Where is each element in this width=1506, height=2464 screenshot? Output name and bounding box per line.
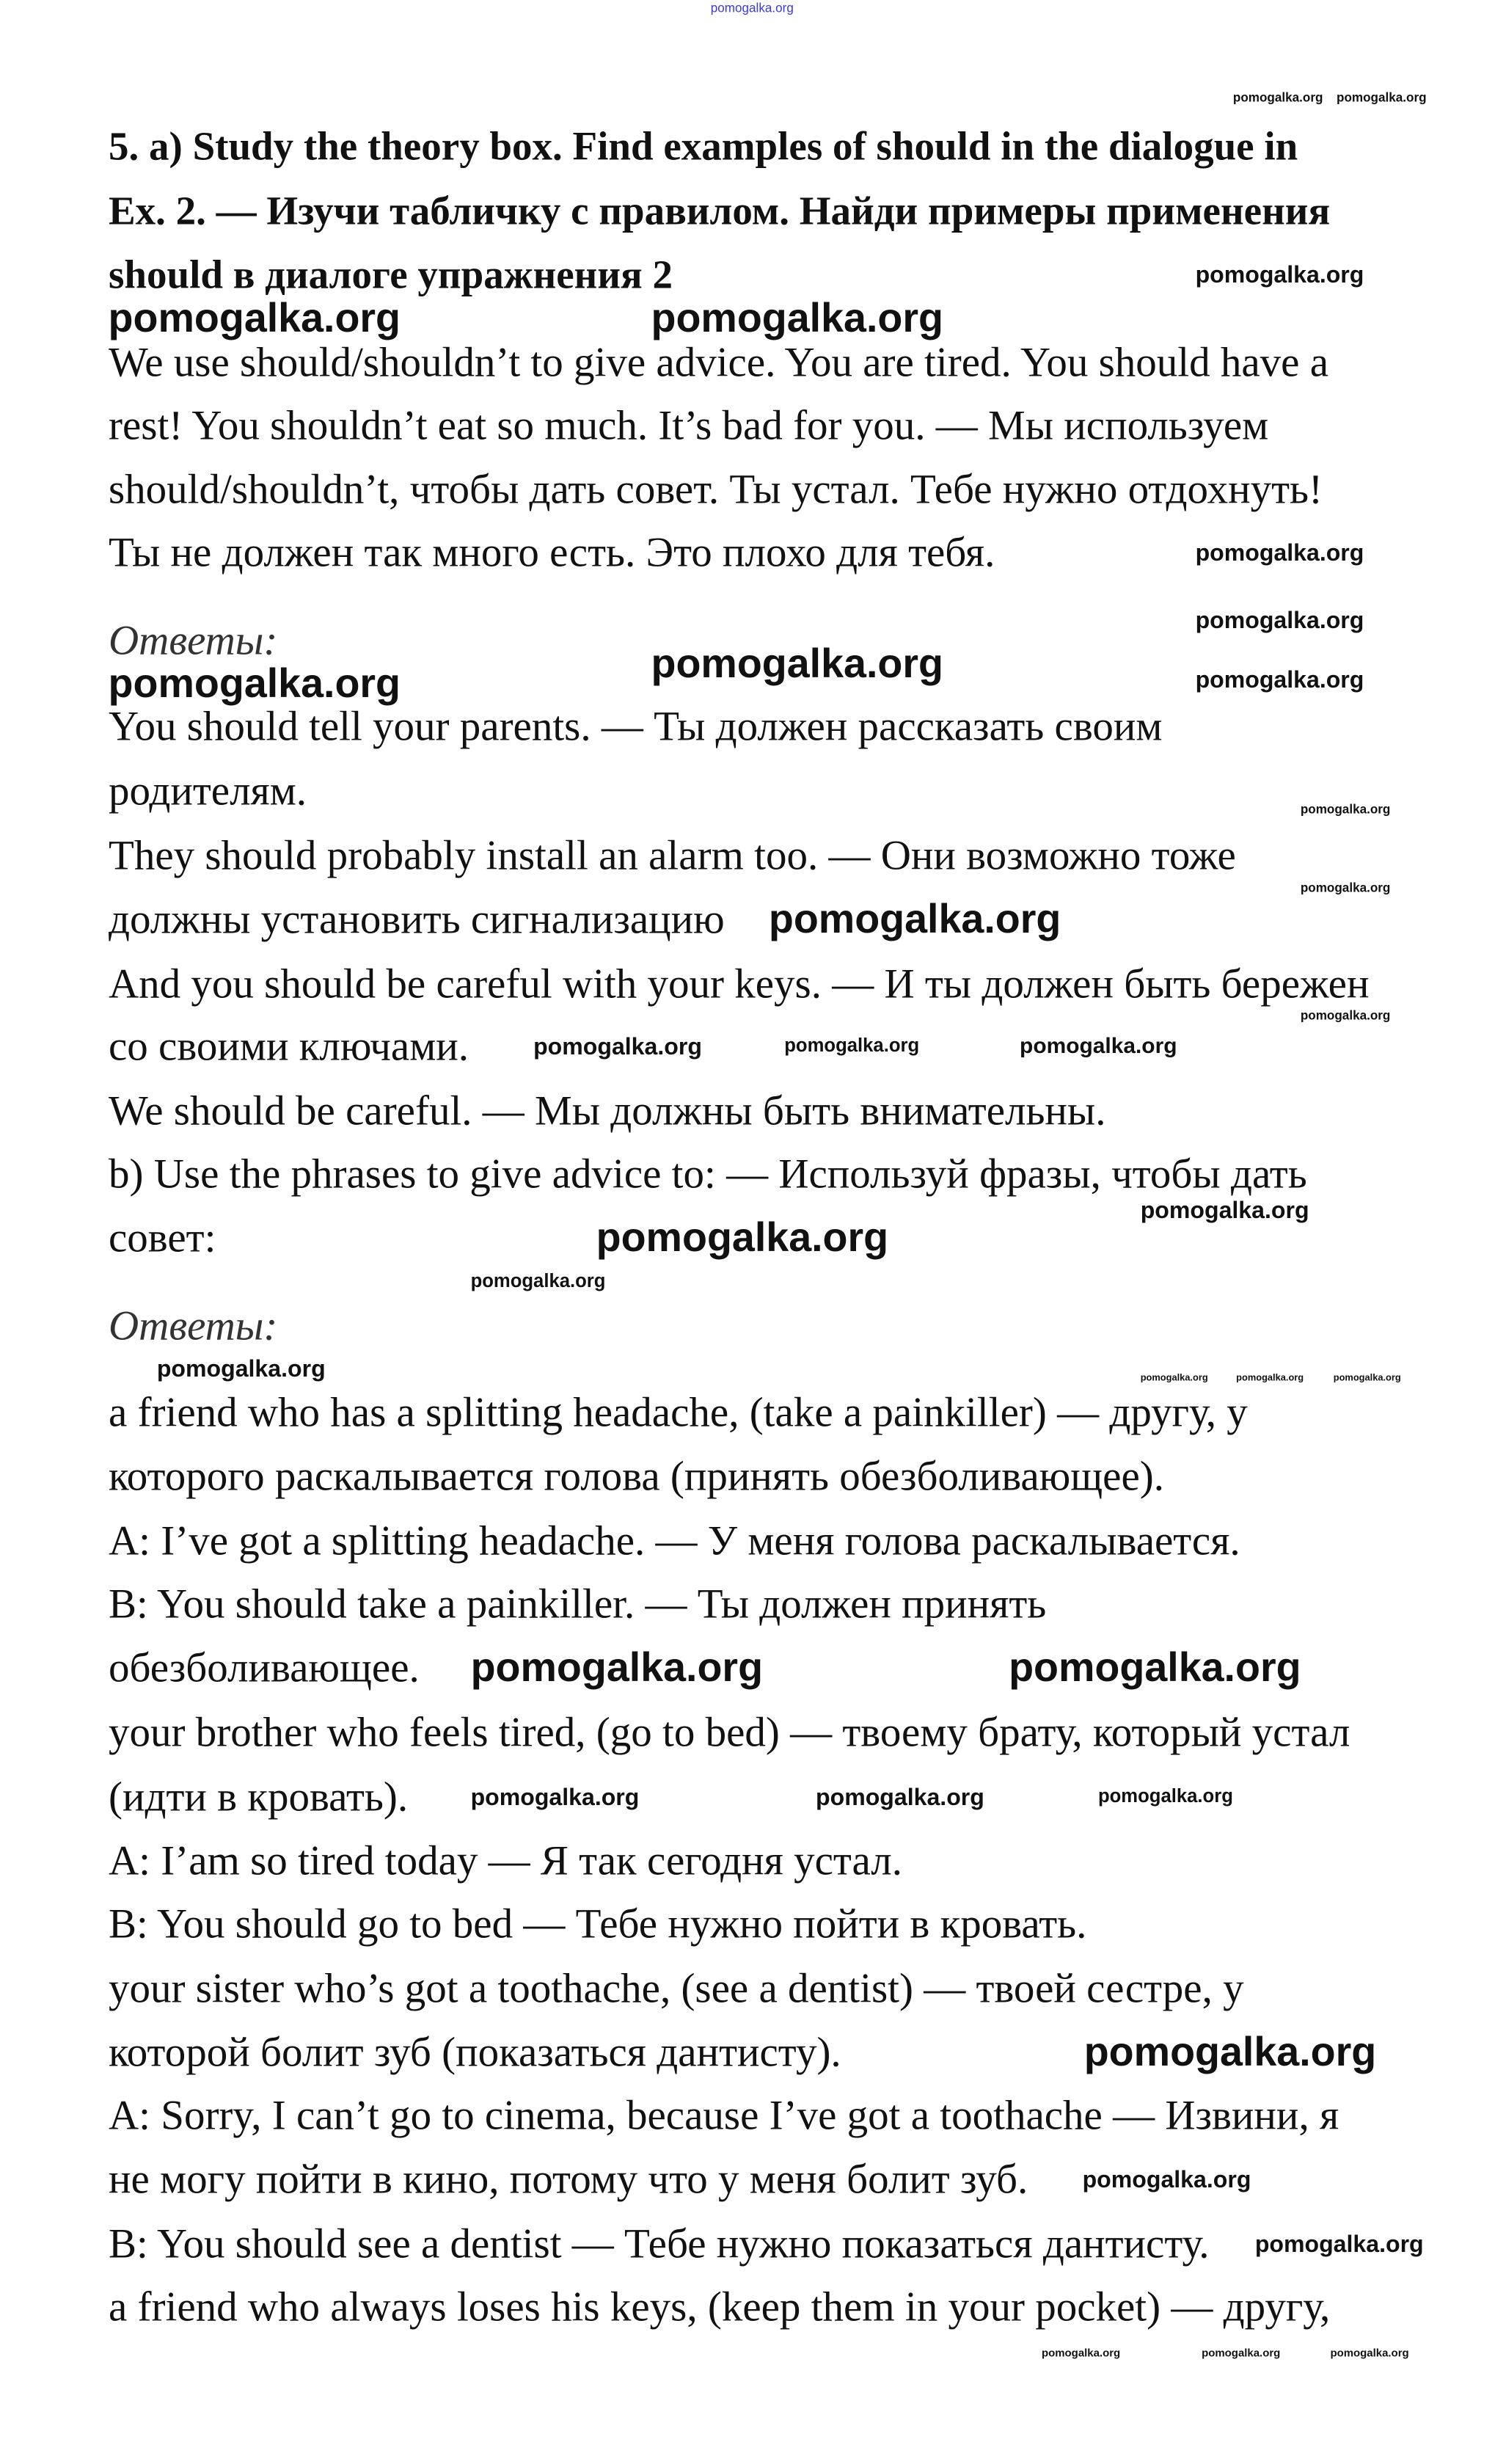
watermark: pomogalka.org — [1300, 881, 1391, 895]
text-line: совет: — [109, 1214, 216, 1261]
watermark: pomogalka.org — [1330, 2347, 1409, 2360]
text-line: You should tell your parents. — Ты должен рассказать своим — [109, 703, 1163, 750]
watermark: pomogalka.org — [1097, 1785, 1233, 1807]
watermark: pomogalka.org — [108, 660, 401, 707]
text-line: B: You should go to bed — Тебе нужно пойти в кровать. — [109, 1900, 1087, 1947]
watermark: pomogalka.org — [470, 1783, 640, 1810]
exercise-heading-line: 5. a) Study the theory box. Find examples of should in the dialogue in — [109, 123, 1298, 169]
text-line: We should be careful. — Мы должны быть внимательны. — [109, 1087, 1106, 1134]
exercise-heading-line: should в диалоге упражнения 2 — [109, 252, 673, 297]
text-line: They should probably install an alarm too. — Они возможно тоже — [109, 832, 1236, 878]
watermark: pomogalka.org — [156, 1355, 326, 1382]
watermark: pomogalka.org — [1083, 2029, 1377, 2075]
text-line: your sister who’s got a toothache, (see a dentist) — твоей сестре, у — [109, 1965, 1244, 2012]
watermark: pomogalka.org — [816, 1783, 984, 1810]
text-line: And you should be careful with your keys. — И ты должен быть бережен — [109, 961, 1370, 1007]
watermark: pomogalka.org — [1236, 1371, 1304, 1383]
text-line: your brother who feels tired, (go to bed) — твоему брату, который устал — [109, 1709, 1350, 1756]
watermark: pomogalka.org — [533, 1033, 702, 1060]
watermark: pomogalka.org — [1254, 2231, 1424, 2258]
text-line: B: You should see a dentist — Тебе нужно показаться дантисту. — [109, 2220, 1210, 2267]
watermark: pomogalka.org — [1337, 90, 1427, 105]
text-line: B: You should take a painkiller. — Ты должен принять — [109, 1581, 1047, 1628]
watermark: pomogalka.org — [1082, 2166, 1251, 2193]
watermark: pomogalka.org — [784, 1035, 920, 1057]
text-line: которой болит зуб (показаться дантисту). — [109, 2029, 841, 2076]
text-line: A: Sorry, I can’t go to cinema, because I’ve got a toothache — Извини, я — [109, 2092, 1339, 2139]
watermark: pomogalka.org — [768, 896, 1061, 942]
text-line: со своими ключами. — [109, 1023, 469, 1070]
watermark: pomogalka.org — [470, 1271, 606, 1292]
watermark: pomogalka.org — [1333, 1371, 1401, 1383]
text-line: A: I’am so tired today — Я так сегодня устал. — [109, 1837, 902, 1884]
text-line: (идти в кровать). — [109, 1774, 409, 1820]
watermark: pomogalka.org — [1300, 802, 1391, 817]
answers-label: Ответы: — [109, 617, 278, 664]
watermark: pomogalka.org — [1140, 1371, 1208, 1383]
text-line: a friend who has a splitting headache, (take a painkiller) — другу, у — [109, 1389, 1248, 1436]
watermark: pomogalka.org — [1041, 2347, 1121, 2360]
watermark: pomogalka.org — [1232, 90, 1323, 105]
text-line: родителям. — [109, 768, 307, 814]
watermark: pomogalka.org — [1195, 666, 1364, 693]
watermark: pomogalka.org — [596, 1214, 889, 1261]
text-line: должны установить сигнализацию — [109, 896, 725, 943]
text-line: rest! You shouldn’t eat so much. It’s bad for you. — Мы используем — [109, 402, 1269, 449]
text-line: которого раскалывается голова (принять обезболивающее). — [109, 1453, 1164, 1500]
text-line: не могу пойти в кино, потому что у меня болит зуб. — [109, 2156, 1028, 2203]
watermark: pomogalka.org — [1202, 2347, 1281, 2360]
watermark: pomogalka.org — [1195, 606, 1364, 633]
text-line: a friend who always loses his keys, (keep them in your pocket) — другу, — [109, 2283, 1331, 2330]
watermark: pomogalka.org — [108, 295, 401, 341]
watermark: pomogalka.org — [1300, 1008, 1391, 1023]
watermark: pomogalka.org — [470, 1644, 764, 1691]
watermark: pomogalka.org — [651, 295, 943, 341]
answers-label: Ответы: — [109, 1302, 278, 1349]
watermark: pomogalka.org — [1140, 1196, 1309, 1223]
watermark: pomogalka.org — [1020, 1034, 1177, 1059]
text-line: A: I’ve got a splitting headache. — У меня голова раскалывается. — [109, 1517, 1240, 1564]
watermark: pomogalka.org — [1009, 1644, 1301, 1691]
watermark: pomogalka.org — [1195, 261, 1364, 288]
watermark: pomogalka.org — [710, 1, 794, 15]
text-line: b) Use the phrases to give advice to: — Используй фразы, чтобы дать — [109, 1151, 1307, 1198]
exercise-heading-line: Ex. 2. — Изучи табличку с правилом. Найди примеры применения — [109, 188, 1331, 233]
text-line: обезболивающее. — [109, 1644, 420, 1691]
text-line: Ты не должен так много есть. Это плохо для тебя. — [109, 529, 995, 576]
watermark: pomogalka.org — [651, 640, 943, 686]
watermark: pomogalka.org — [1195, 539, 1364, 566]
text-line: We use should/shouldn’t to give advice. You are tired. You should have a — [109, 339, 1329, 386]
text-line: should/shouldn’t, чтобы дать совет. Ты устал. Тебе нужно отдохнуть! — [109, 466, 1323, 513]
